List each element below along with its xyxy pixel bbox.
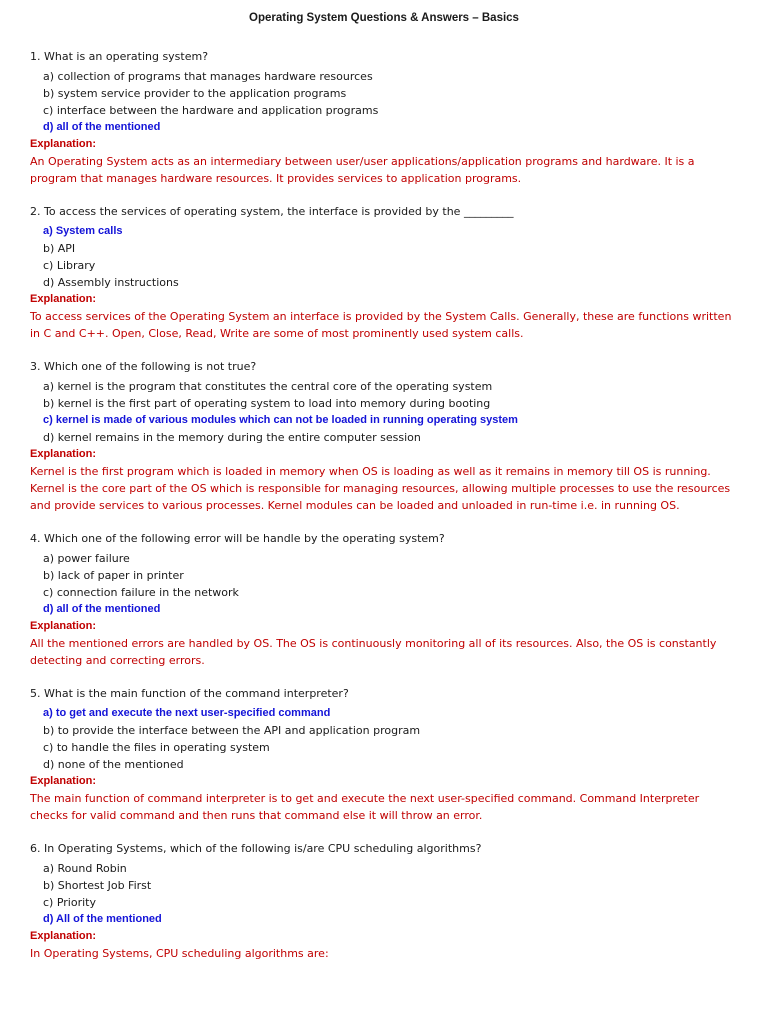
answer-option: d) Assembly instructions (43, 276, 179, 289)
explanation-label: Explanation: (30, 620, 97, 632)
question-stem: 6. In Operating Systems, which of the following is/are CPU scheduling algorithms? (30, 842, 482, 855)
explanation-label: Explanation: (30, 138, 97, 150)
answer-option: d) none of the mentioned (43, 758, 184, 771)
correct-answer-option: c) kernel is made of various modules which can not be loaded in running operating system (43, 414, 518, 426)
question-stem: 5. What is the main function of the command interpreter? (30, 687, 349, 700)
explanation-text: In Operating Systems, CPU scheduling algorithms are: (30, 947, 329, 960)
answer-option: c) interface between the hardware and application programs (43, 104, 379, 117)
question-block (30, 203, 738, 342)
explanation-text: Kernel is the first program which is loaded in memory when OS is loading as well as it remains in memory till OS is running. Kernel is the core part of the OS which is responsible for managing resources, allowing multiple processes to use the resources and provide services to various processes. Kernel modules can be loaded and unloaded in run-time i.e. in running OS. (30, 465, 731, 512)
correct-answer-option: d) All of the mentioned (43, 913, 162, 925)
answer-option: a) collection of programs that manages hardware resources (43, 70, 373, 83)
answer-option: b) API (43, 242, 76, 255)
question-block (30, 685, 738, 824)
explanation-label: Explanation: (30, 930, 97, 942)
answer-option: b) kernel is the first part of operating system to load into memory during booting (43, 397, 491, 410)
explanation-label: Explanation: (30, 775, 97, 787)
answer-option: a) power failure (43, 552, 130, 565)
answer-option: d) kernel remains in the memory during the entire computer session (43, 431, 421, 444)
correct-answer-option: d) all of the mentioned (43, 121, 161, 133)
answer-option: c) Priority (43, 896, 96, 909)
document-title: Operating System Questions & Answers – Basics (249, 12, 519, 24)
answer-option: b) lack of paper in printer (43, 569, 184, 582)
answer-option: a) Round Robin (43, 862, 127, 875)
explanation-text: All the mentioned errors are handled by OS. The OS is continuously monitoring all of its resources. Also, the OS is constantly detecting and correcting errors. (30, 637, 717, 667)
explanation-text: To access services of the Operating System an interface is provided by the System Calls. Generally, these are functions written in C and C++. Open, Close, Read, Write are some of most prominently used system calls. (30, 310, 732, 340)
correct-answer-option: d) all of the mentioned (43, 603, 161, 615)
question-stem: 2. To access the services of operating system, the interface is provided by the _________ (30, 205, 514, 218)
answer-option: b) Shortest Job First (43, 879, 152, 892)
question-stem: 1. What is an operating system? (30, 50, 209, 63)
question-block (30, 840, 738, 962)
question-list (30, 48, 738, 962)
answer-option: c) Library (43, 259, 96, 272)
question-block (30, 48, 738, 187)
answer-option: c) connection failure in the network (43, 586, 239, 599)
explanation-label: Explanation: (30, 293, 97, 305)
question-block (30, 358, 738, 514)
answer-option: c) to handle the files in operating system (43, 741, 270, 754)
question-block (30, 530, 738, 669)
question-stem: 3. Which one of the following is not true? (30, 360, 257, 373)
answer-option: b) system service provider to the application programs (43, 87, 347, 100)
question-stem: 4. Which one of the following error will be handle by the operating system? (30, 532, 445, 545)
correct-answer-option: a) to get and execute the next user-specified command (43, 707, 331, 719)
answer-option: a) kernel is the program that constitutes the central core of the operating system (43, 380, 493, 393)
explanation-text: An Operating System acts as an intermediary between user/user applications/application programs and hardware. It is a program that manages hardware resources. It provides services to application programs. (30, 155, 695, 185)
explanation-text: The main function of command interpreter is to get and execute the next user-specified command. Command Interpreter checks for valid command and then runs that command else it will throw an error. (30, 792, 700, 822)
explanation-label: Explanation: (30, 448, 97, 460)
correct-answer-option: a) System calls (43, 225, 123, 237)
answer-option: b) to provide the interface between the API and application program (43, 724, 421, 737)
